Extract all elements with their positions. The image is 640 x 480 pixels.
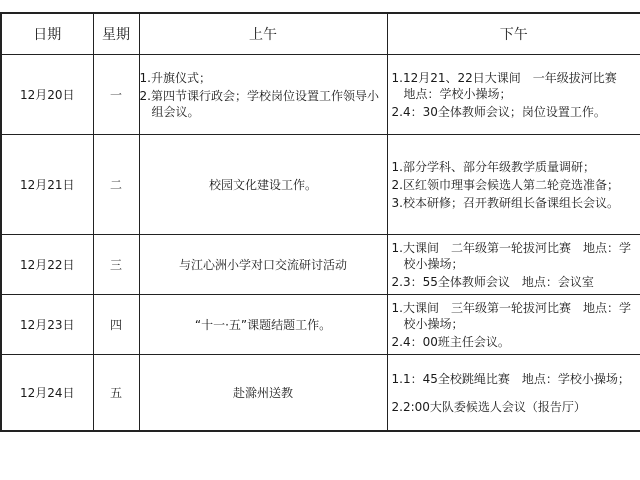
date-cell: 12月23日 (1, 295, 93, 355)
header-weekday: 星期 (93, 13, 139, 55)
list-item: 2.2:00大队委候选人会议（报告厅） (391, 399, 586, 414)
list-item: 2.4：00班主任会议。 (391, 334, 510, 349)
weekday-cell: 一 (93, 55, 139, 135)
list-item: 1.1：45全校跳绳比赛 地点：学校小操场； (391, 371, 630, 386)
table-row (1, 355, 640, 431)
table-row (1, 55, 640, 135)
weekday-cell: 二 (93, 135, 139, 235)
date-cell: 12月22日 (1, 235, 93, 295)
list-item: 2.3：55全体教师会议 地点：会议室 (391, 274, 594, 289)
list-item: 2.第四节课行政会；学校岗位设置工作领导小组会议。 (139, 88, 379, 119)
morning-cell (139, 55, 387, 135)
afternoon-list (392, 371, 638, 415)
header-morning: 上午 (139, 13, 387, 55)
list-item: 2.4：30全体教师会议；岗位设置工作。 (391, 104, 606, 119)
morning-cell: 校园文化建设工作。 (139, 135, 387, 235)
afternoon-list (392, 300, 638, 350)
afternoon-cell (387, 135, 640, 235)
table-row (1, 135, 640, 235)
date-cell: 12月20日 (1, 55, 93, 135)
afternoon-list (392, 240, 638, 290)
weekday-cell: 三 (93, 235, 139, 295)
afternoon-cell (387, 55, 640, 135)
morning-cell: “十一·五”课题结题工作。 (139, 295, 387, 355)
date-cell: 12月24日 (1, 355, 93, 431)
afternoon-cell (387, 355, 640, 431)
morning-cell: 与江心洲小学对口交流研讨活动 (139, 235, 387, 295)
afternoon-list (392, 70, 638, 120)
list-item: 1.升旗仪式； (139, 70, 211, 85)
list-item: 1.部分学科、部分年级教学质量调研； (391, 159, 595, 174)
afternoon-cell (387, 295, 640, 355)
list-item: 1.大课间 二年级第一轮拔河比赛 地点：学校小操场； (391, 240, 631, 271)
morning-list (140, 70, 387, 120)
header-afternoon: 下午 (387, 13, 640, 55)
date-cell: 12月21日 (1, 135, 93, 235)
list-item: 3.校本研修；召开教研组长备课组长会议。 (391, 195, 619, 210)
list-item: 1.大课间 三年级第一轮拔河比赛 地点：学校小操场； (391, 300, 631, 331)
table-row (1, 295, 640, 355)
afternoon-list (392, 159, 638, 211)
weekday-cell: 四 (93, 295, 139, 355)
weekday-cell: 五 (93, 355, 139, 431)
afternoon-cell (387, 235, 640, 295)
header-date: 日期 (1, 13, 93, 55)
list-item: 1.12月21、22日大课间 一年级拔河比赛 地点：学校小操场； (391, 70, 629, 101)
header-row (1, 13, 640, 55)
table-row (1, 235, 640, 295)
list-item: 2.区红领巾理事会候选人第二轮竞选准备； (391, 177, 619, 192)
morning-cell: 赴滁州送教 (139, 355, 387, 431)
weekly-schedule-table (0, 12, 640, 432)
